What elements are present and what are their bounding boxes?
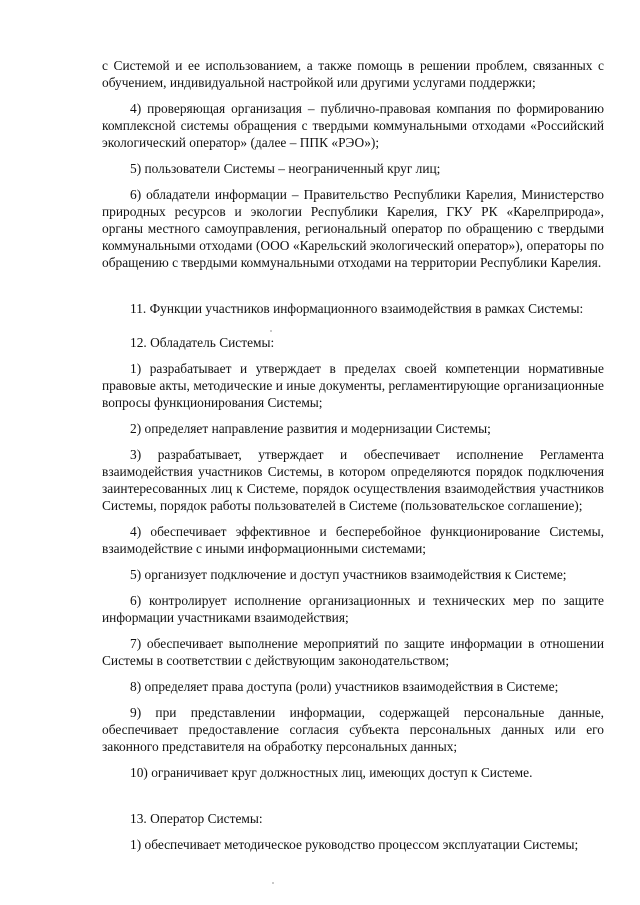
- list-item: 7) обеспечивает выполнение мероприятий по защите информации в отношении Системы в соответствии с действующим законодательством;: [102, 636, 604, 668]
- list-item: 2) определяет направление развития и модернизации Системы;: [130, 421, 491, 436]
- list-item: 4) обеспечивает эффективное и бесперебойное функционирование Системы, взаимодействие с иными информационными системами;: [102, 524, 604, 556]
- paragraph-item-5: 5) пользователи Системы – неограниченный круг лиц;: [130, 161, 441, 176]
- scan-artifact-dot: [272, 882, 274, 884]
- list-item: 5) организует подключение и доступ участников взаимодействия к Системе;: [130, 567, 567, 582]
- list-item: 3) разрабатывает, утверждает и обеспечивает исполнение Регламента взаимодействия участников Системы, в котором определяются порядок подключения заинтересованных лиц к Системе, порядок осуществления взаимодействия участников Системы, порядок работы пользователей в Системе (пользовательское соглашение);: [102, 447, 604, 513]
- section-12-heading: 12. Обладатель Системы:: [130, 335, 275, 350]
- list-item: 1) обеспечивает методическое руководство процессом эксплуатации Системы;: [130, 837, 579, 852]
- paragraph-item-4: 4) проверяющая организация – публично-правовая компания по формированию комплексной системы обращения с твердыми коммунальными отходами «Российский экологический оператор» (далее – ППК «РЭО»);: [102, 101, 604, 150]
- list-item: 10) ограничивает круг должностных лиц, имеющих доступ к Системе.: [130, 765, 533, 780]
- list-item: 6) контролирует исполнение организационных и технических мер по защите информации участниками взаимодействия;: [102, 593, 604, 625]
- section-11-heading: 11. Функции участников информационного взаимодействия в рамках Системы:: [130, 301, 584, 316]
- paragraph-item-6: 6) обладатели информации – Правительство Республики Карелия, Министерство природных ресурсов и экологии Республики Карелия, ГКУ РК «Карелприрода», органы местного самоуправления, региональный оператор по обращению с твердыми коммунальными отходами (ООО «Карельский экологический оператор»), операторы по обращению с твердыми коммунальными отходами на территории Республики Карелия.: [102, 187, 604, 270]
- list-item: 9) при представлении информации, содержащей персональные данные, обеспечивает предоставление согласия субъекта персональных данных или его законного представителя на обработку персональных данных;: [102, 705, 604, 754]
- paragraph-continuation: с Системой и ее использованием, а также помощь в решении проблем, связанных с обучением, индивидуальной настройкой или другими услугами поддержки;: [102, 58, 604, 90]
- section-13-heading: 13. Оператор Системы:: [130, 811, 263, 826]
- document-page: [102, 57, 604, 853]
- list-item: 8) определяет права доступа (роли) участников взаимодействия в Системе;: [130, 679, 559, 694]
- list-item: 1) разрабатывает и утверждает в пределах своей компетенции нормативные правовые акты, методические и иные документы, регламентирующие организационные вопросы функционирования Системы;: [102, 361, 604, 410]
- scan-artifact-dot: [270, 330, 272, 332]
